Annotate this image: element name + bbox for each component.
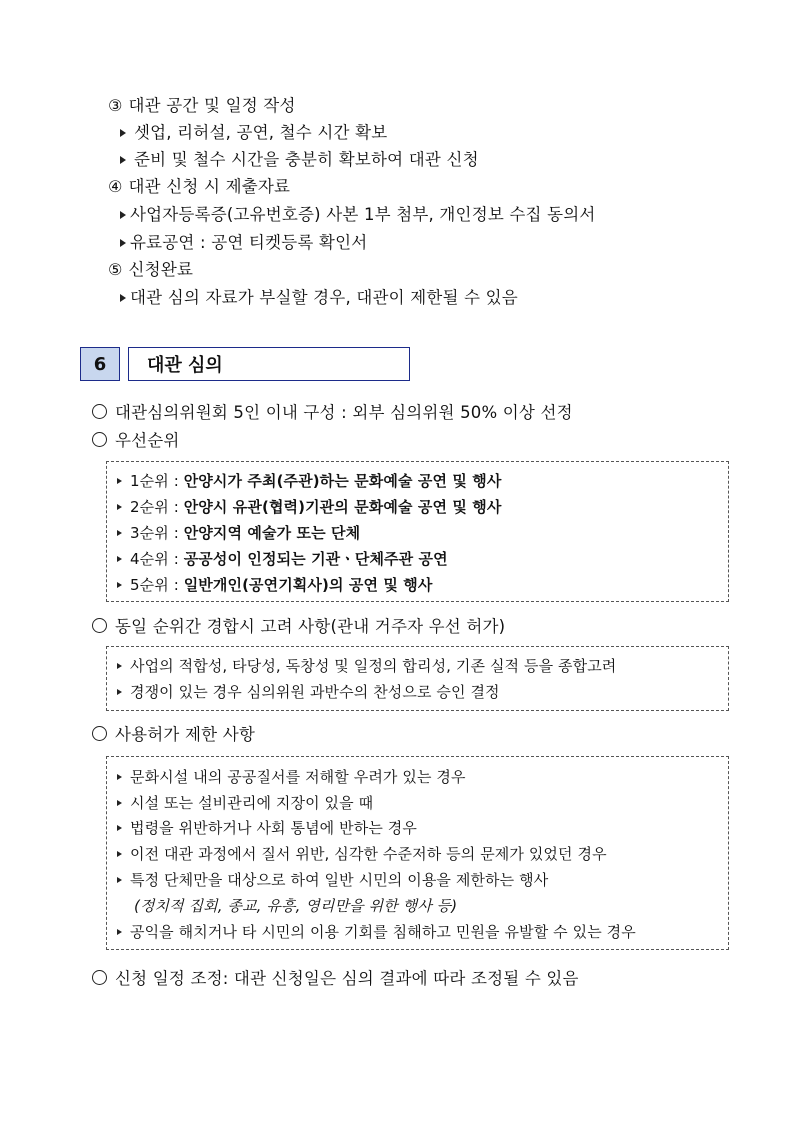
- circle-bullet-icon: [92, 726, 107, 741]
- tie-item: [117, 655, 616, 676]
- bullet-triangle-icon: [120, 294, 126, 302]
- bullet-triangle-icon: [117, 774, 122, 780]
- bullet-triangle-icon: [120, 239, 126, 247]
- list-item-5: [108, 256, 193, 280]
- tie-item: [117, 681, 500, 702]
- priority-desc: 안양시 유관(협력)기관의 문화예술 공연 및 행사: [183, 498, 502, 516]
- bullet-triangle-icon: [117, 530, 122, 536]
- priority-desc: 안양지역 예술가 또는 단체: [183, 524, 361, 542]
- list-item-text: 대관 심의 자료가 부실할 경우, 대관이 제한될 수 있음: [130, 288, 518, 307]
- priority-item: [117, 574, 432, 595]
- bullet-triangle-icon: [117, 663, 122, 669]
- list-item-docs: [120, 201, 596, 225]
- list-item-text: 대관 신청 시 제출자료: [128, 177, 291, 196]
- restrict-item: [117, 843, 607, 864]
- priority-rank: 2순위 :: [130, 498, 184, 516]
- marker-circle-4: ④: [108, 177, 123, 196]
- restrict-note: (정치적 집회, 종교, 유흥, 영리만을 위한 행사 등): [134, 897, 458, 915]
- bullet-triangle-icon: [117, 689, 122, 695]
- circle-bullet-icon: [92, 432, 107, 447]
- restrict-item-text: 문화시설 내의 공공질서를 저해할 우려가 있는 경우: [130, 768, 466, 786]
- bullet-triangle-icon: [120, 156, 126, 164]
- priority-rank: 4순위 :: [130, 550, 184, 568]
- restrict-item: [117, 766, 466, 787]
- section-number: 6: [80, 347, 120, 381]
- bullet-triangle-icon: [117, 582, 122, 588]
- restrict-item: [117, 792, 373, 813]
- circle-bullet-icon: [92, 404, 107, 419]
- list-item-prep: [120, 146, 479, 170]
- restrict-item: [117, 817, 417, 838]
- restrict-item: [117, 921, 636, 942]
- restrict-item-text: 공익을 해치거나 타 시민의 이용 기회를 침해하고 민원을 유발할 수 있는 경우: [130, 923, 636, 941]
- circle-bullet-icon: [92, 618, 107, 633]
- committee-text: 대관심의위원회 5인 이내 구성 : 외부 심의위원 50% 이상 선정: [115, 403, 573, 422]
- tie-item-text: 사업의 적합성, 타당성, 독창성 및 일정의 합리성, 기존 실적 등을 종합고려: [130, 657, 617, 675]
- priority-desc: 공공성이 인정되는 기관ㆍ단체주관 공연: [183, 550, 448, 568]
- bullet-triangle-icon: [120, 211, 126, 219]
- bullet-triangle-icon: [117, 851, 122, 857]
- bullet-triangle-icon: [117, 504, 122, 510]
- restrict-item-text: 시설 또는 설비관리에 지장이 있을 때: [130, 794, 374, 812]
- bullet-triangle-icon: [120, 129, 126, 137]
- bullet-triangle-icon: [117, 478, 122, 484]
- list-item-4: [108, 173, 290, 197]
- bullet-triangle-icon: [117, 800, 122, 806]
- tie-item-text: 경쟁이 있는 경우 심의위원 과반수의 찬성으로 승인 결정: [130, 683, 500, 701]
- list-item-text: 유료공연 : 공연 티켓등록 확인서: [130, 233, 368, 252]
- restrict-item-text: 법령을 위반하거나 사회 통념에 반하는 경우: [130, 819, 417, 837]
- restrict-heading-text: 사용허가 제한 사항: [115, 725, 256, 744]
- restrict-item-text: 특정 단체만을 대상으로 하여 일반 시민의 이용을 제한하는 행사: [130, 871, 549, 889]
- list-item-text: 신청완료: [128, 260, 194, 279]
- committee-line: [92, 399, 573, 423]
- schedule-note: [92, 965, 579, 989]
- tie-heading-text: 동일 순위간 경합시 고려 사항(관내 거주자 우선 허가): [115, 617, 506, 636]
- bullet-triangle-icon: [117, 877, 122, 883]
- list-item-text: 셋업, 리허설, 공연, 철수 시간 확보: [134, 123, 388, 142]
- priority-rank: 3순위 :: [130, 524, 184, 542]
- priority-desc: 일반개인(공연기획사)의 공연 및 행사: [183, 576, 433, 594]
- marker-circle-5: ⑤: [108, 260, 123, 279]
- priority-rank: 5순위 :: [130, 576, 184, 594]
- priority-item: [117, 522, 360, 543]
- restrict-item-text: 이전 대관 과정에서 질서 위반, 심각한 수준저하 등의 문제가 있었던 경우: [130, 845, 607, 863]
- section-title: 대관 심의: [128, 347, 410, 381]
- list-item-text: 사업자등록증(고유번호증) 사본 1부 첨부, 개인정보 수집 동의서: [130, 205, 596, 224]
- priority-heading: [92, 427, 180, 451]
- list-item-setup: [120, 119, 387, 143]
- circle-bullet-icon: [92, 970, 107, 985]
- bullet-triangle-icon: [117, 556, 122, 562]
- list-item-ticket: [120, 229, 367, 253]
- marker-circle-3: ③: [108, 96, 123, 115]
- priority-item: [117, 470, 501, 491]
- priority-heading-text: 우선순위: [115, 431, 180, 450]
- restrict-heading: [92, 721, 255, 745]
- list-item-text: 대관 공간 및 일정 작성: [128, 96, 296, 115]
- bullet-triangle-icon: [117, 929, 122, 935]
- bullet-triangle-icon: [117, 825, 122, 831]
- tie-heading: [92, 613, 505, 637]
- priority-item: [117, 548, 448, 569]
- priority-desc: 안양시가 주최(주관)하는 문화예술 공연 및 행사: [183, 472, 502, 490]
- list-item-incomplete: [120, 284, 518, 308]
- schedule-note-text: 신청 일정 조정: 대관 신청일은 심의 결과에 따라 조정될 수 있음: [115, 969, 579, 988]
- restrict-item: [117, 869, 548, 890]
- priority-rank: 1순위 :: [130, 472, 184, 490]
- list-item-text: 준비 및 철수 시간을 충분히 확보하여 대관 신청: [134, 150, 479, 169]
- priority-item: [117, 496, 501, 517]
- list-item-3: [108, 92, 296, 116]
